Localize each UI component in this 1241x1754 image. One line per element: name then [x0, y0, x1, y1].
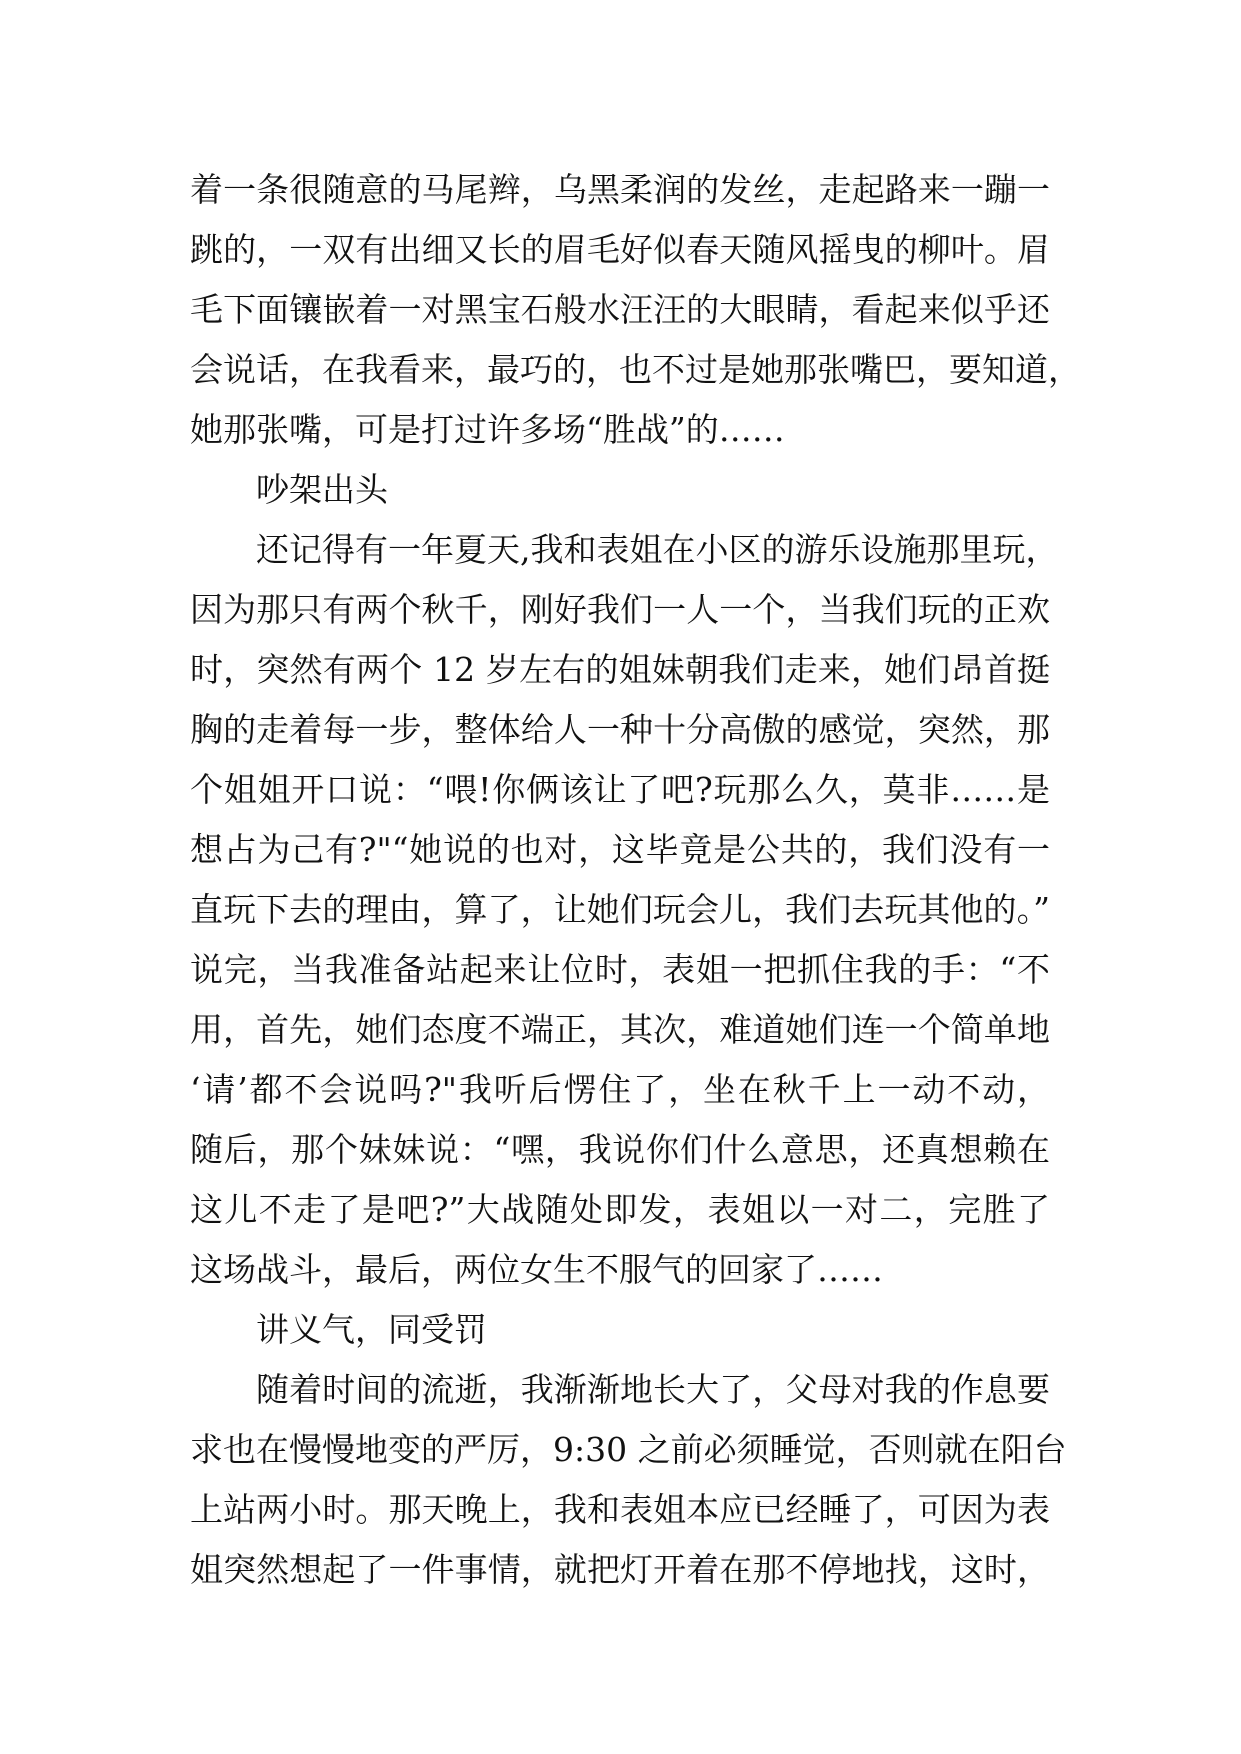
section-heading: 讲义气，同受罚	[256, 1310, 487, 1349]
text-line: 说完，当我准备站起来让位时，表姐一把抓住我的手：“不	[190, 950, 1050, 989]
text-line: 这儿不走了是吧?”大战随处即发，表姐以一对二，完胜了	[190, 1190, 1050, 1229]
text-line: 个姐姐开口说：“喂!你俩该让了吧?玩那么久，莫非……是	[190, 770, 1050, 809]
text-line: 直玩下去的理由，算了，让她们玩会儿，我们去玩其他的。”	[190, 890, 1050, 929]
text-line: 用，首先，她们态度不端正，其次，难道她们连一个简单地	[190, 1010, 1050, 1049]
text-line: 想占为己有?"“她说的也对，这毕竟是公共的，我们没有一	[190, 830, 1050, 869]
section-heading: 吵架出头	[256, 470, 388, 509]
paragraph-first-line: 还记得有一年夏天,我和表姐在小区的游乐设施那里玩，	[256, 530, 1059, 569]
text-line: 时，突然有两个 12 岁左右的姐妹朝我们走来，她们昂首挺	[190, 650, 1050, 689]
document-body	[190, 160, 1081, 1600]
text-line: 毛下面镶嵌着一对黑宝石般水汪汪的大眼睛，看起来似乎还	[190, 290, 1050, 329]
text-line: 这场战斗，最后，两位女生不服气的回家了……	[190, 1250, 883, 1289]
text-line: 会说话，在我看来，最巧的，也不过是她那张嘴巴，要知道，	[190, 350, 1081, 389]
text-line: 着一条很随意的马尾辫，乌黑柔润的发丝，走起路来一蹦一	[190, 170, 1050, 209]
text-line: 胸的走着每一步，整体给人一种十分高傲的感觉，突然，那	[190, 710, 1050, 749]
text-line: 因为那只有两个秋千，刚好我们一人一个，当我们玩的正欢	[190, 590, 1050, 629]
text-line: 随后，那个妹妹说：“嘿，我说你们什么意思，还真想赖在	[190, 1130, 1050, 1169]
text-line: ‘请’都不会说吗?"我听后愣住了，坐在秋千上一动不动，	[190, 1070, 1050, 1109]
text-line: 她那张嘴，可是打过许多场“胜战”的……	[190, 410, 785, 449]
paragraph-first-line: 随着时间的流逝，我渐渐地长大了，父母对我的作息要	[256, 1370, 1050, 1409]
text-line: 上站两小时。那天晚上，我和表姐本应已经睡了，可因为表	[190, 1490, 1050, 1529]
text-line: 姐突然想起了一件事情，就把灯开着在那不停地找，这时，	[190, 1550, 1050, 1589]
text-line: 跳的，一双有出细又长的眉毛好似春天随风摇曳的柳叶。眉	[190, 230, 1050, 269]
text-line: 求也在慢慢地变的严厉，9:30 之前必须睡觉，否则就在阳台	[190, 1430, 1067, 1469]
